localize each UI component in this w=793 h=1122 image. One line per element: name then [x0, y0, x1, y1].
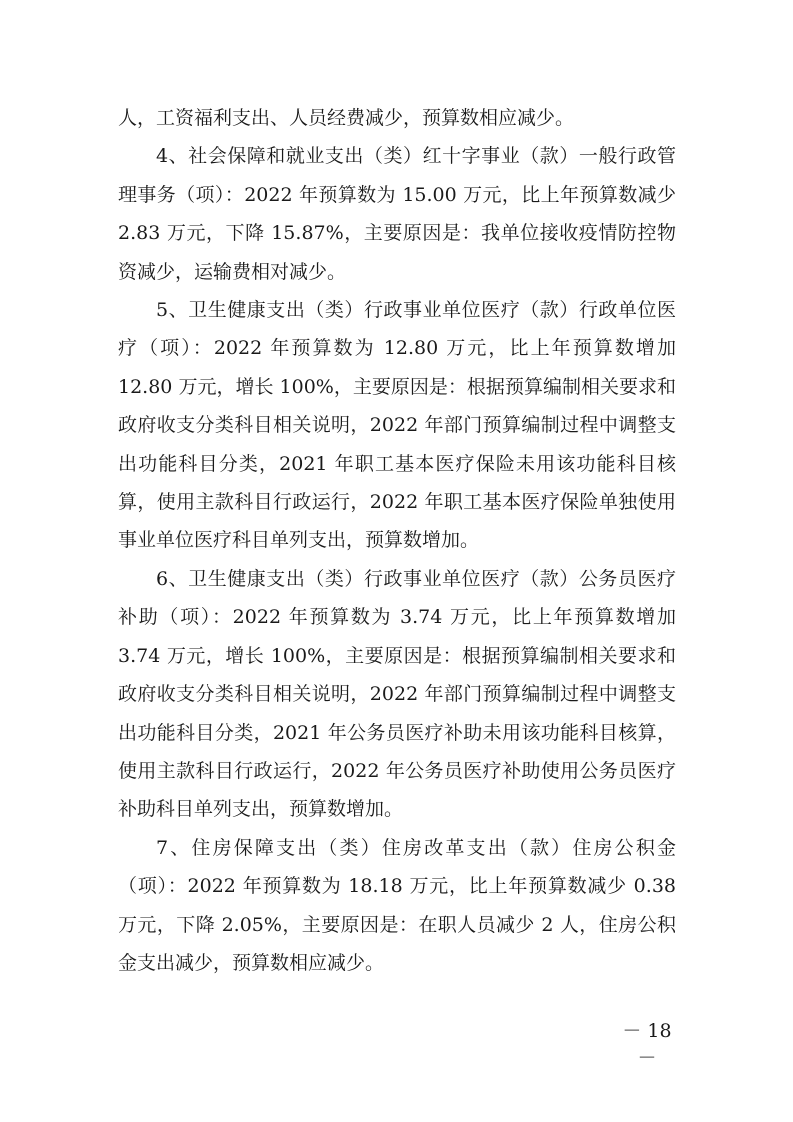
- document-body: [118, 99, 676, 982]
- paragraph-item-6-civil-servant-medical-subsidy: 6、卫生健康支出（类）行政事业单位医疗（款）公务员医疗补助（项）：2022 年预算数为 3.74 万元，比上年预算数增加 3.74 万元，增长 100%，主要原因是：根据预算编制相关要求和政府收支分类科目相关说明，2022 年部门预算编制过程中调整支出功能科目分类，2021 年公务员医疗补助未用该功能科目核算，使用主款科目行政运行，2022 年公务员医疗补助使用公务员医疗补助科目单列支出，预算数增加。: [118, 567, 676, 821]
- paragraph-item-5-administrative-medical: 5、卫生健康支出（类）行政事业单位医疗（款）行政单位医疗（项）：2022 年预算数为 12.80 万元，比上年预算数增加 12.80 万元，增长 100%，主要原因是：根据预算编制相关要求和政府收支分类科目相关说明，2022 年部门预算编制过程中调整支出功能科目分类，2021 年职工基本医疗保险未用该功能科目核算，使用主款科目行政运行，2022 年职工基本医疗保险单独使用事业单位医疗科目单列支出，预算数增加。: [118, 299, 676, 552]
- page-number: － 18 －: [622, 1020, 672, 1069]
- paragraph-item-4-social-security: 4、社会保障和就业支出（类）红十字事业（款）一般行政管理事务（项）：2022 年预算数为 15.00 万元，比上年预算数减少 2.83 万元，下降 15.87%，主要原因是：我单位接收疫情防控物资减少，运输费相对减少。: [118, 145, 676, 283]
- paragraph-item-7-housing-provident-fund: 7、住房保障支出（类）住房改革支出（款）住房公积金（项）：2022 年预算数为 18.18 万元，比上年预算数减少 0.38 万元，下降 2.05%，主要原因是：在职人员减少 2 人，住房公积金支出减少，预算数相应减少。: [118, 836, 676, 974]
- paragraph-continuation: 人，工资福利支出、人员经费减少，预算数相应减少。: [118, 107, 575, 129]
